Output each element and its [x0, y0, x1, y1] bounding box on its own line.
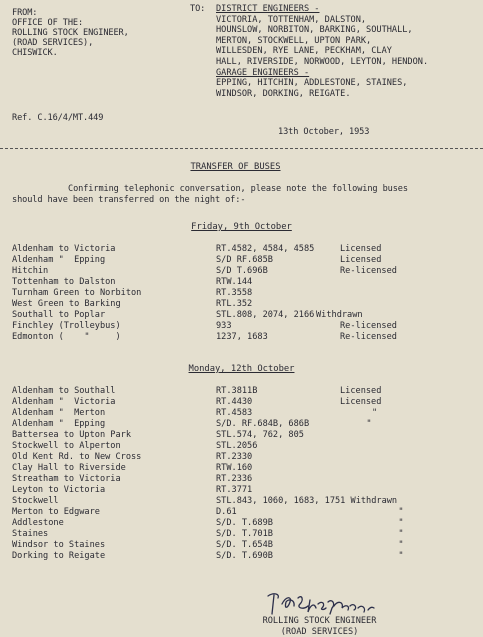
- district-line: MERTON, STOCKWELL, UPTON PARK,: [216, 35, 372, 46]
- transfer-status: Re-licensed: [340, 321, 397, 331]
- transfer-status: Re-licensed: [340, 332, 397, 342]
- transfer-vehicles: STL.2056: [216, 441, 258, 451]
- to-recipients: [216, 4, 428, 99]
- transfer-status: ": [372, 408, 378, 418]
- garage-line: EPPING, HITCHIN, ADDLESTONE, STAINES,: [216, 78, 408, 89]
- reference: Ref. C.16/4/MT.449: [12, 113, 104, 123]
- transfer-status: Re-licensed: [340, 266, 397, 276]
- transfer-route: Aldenham " Victoria: [12, 397, 116, 407]
- from-line: ROLLING STOCK ENGINEER,: [12, 28, 129, 38]
- from-line: CHISWICK.: [12, 48, 58, 58]
- transfer-route: Leyton to Victoria: [12, 485, 106, 495]
- transfer-status: Licensed: [340, 386, 382, 396]
- transfer-vehicles: RT.4583: [216, 408, 253, 418]
- intro-line: should have been transferred on the night of:-: [12, 195, 246, 205]
- transfer-route: Merton to Edgware: [12, 507, 100, 517]
- transfer-vehicles: RTW.160: [216, 463, 253, 473]
- memo-title: TRANSFER OF BUSES: [190, 162, 281, 172]
- from-line: (ROAD SERVICES),: [12, 38, 94, 48]
- transfer-route: Old Kent Rd. to New Cross: [12, 452, 142, 462]
- transfer-route: Aldenham to Southall: [12, 386, 116, 396]
- transfer-route: Aldenham to Victoria: [12, 244, 116, 254]
- transfer-vehicles: RT.2330: [216, 452, 253, 462]
- garage-heading: GARAGE ENGINEERS -: [216, 67, 310, 78]
- intro-line: Confirming telephonic conversation, please note the following buses: [68, 184, 408, 194]
- memo-date: 13th October, 1953: [278, 127, 370, 137]
- transfer-status: ": [388, 518, 404, 528]
- transfer-vehicles: STL.574, 762, 805: [216, 430, 304, 440]
- transfer-route: Turnham Green to Norbiton: [12, 288, 142, 298]
- transfer-status: ": [356, 419, 372, 429]
- transfer-vehicles: STL.843, 1060, 1683, 1751 Withdrawn: [216, 496, 398, 506]
- garage-line: WINDSOR, DORKING, REIGATE.: [216, 88, 351, 99]
- transfer-vehicles: RT.3558: [216, 288, 253, 298]
- district-heading: DISTRICT ENGINEERS -: [216, 4, 320, 14]
- transfer-vehicles: RT.2336: [216, 474, 253, 484]
- transfer-status: Licensed: [340, 244, 382, 254]
- transfer-route: Stockwell to Alperton: [12, 441, 121, 451]
- transfer-vehicles: STL.808, 2074, 2166: [216, 310, 315, 320]
- transfer-route: Edmonton ( " ): [12, 332, 121, 342]
- district-line: WILLESDEN, RYE LANE, PECKHAM, CLAY: [216, 46, 392, 57]
- district-line: HALL, RIVERSIDE, NORWOOD, LEYTON, HENDON.: [216, 56, 429, 67]
- section-heading-monday: Monday, 12th October: [188, 364, 295, 374]
- transfer-route: Clay Hall to Riverside: [12, 463, 126, 473]
- transfer-vehicles: S/D T.696B: [216, 266, 268, 276]
- transfer-vehicles: S/D. T.701B: [216, 529, 273, 539]
- signatory-subtitle: (ROAD SERVICES): [280, 627, 359, 637]
- transfer-vehicles: RT.3771: [216, 485, 253, 495]
- transfer-vehicles: RT.4582, 4584, 4585: [216, 244, 315, 254]
- transfer-vehicles: S/D. T.690B: [216, 551, 273, 561]
- transfer-route: Tottenham to Dalston: [12, 277, 116, 287]
- transfer-route: Hitchin: [12, 266, 49, 276]
- transfer-vehicles: S/D. T.689B: [216, 518, 273, 528]
- signatory-title: ROLLING STOCK ENGINEER: [262, 616, 377, 626]
- transfer-vehicles: RT.3811B: [216, 386, 258, 396]
- transfer-vehicles: S/D. RF.684B, 686B: [216, 419, 310, 429]
- transfer-status: ": [388, 551, 404, 561]
- transfer-route: Aldenham " Epping: [12, 255, 106, 265]
- district-line: HOUNSLOW, NORBITON, BARKING, SOUTHALL,: [216, 25, 413, 36]
- transfer-vehicles: RT.4430: [216, 397, 253, 407]
- handwritten-signature: [262, 590, 382, 618]
- transfer-status: Withdrawn: [316, 310, 363, 320]
- transfer-vehicles: 1237, 1683: [216, 332, 268, 342]
- transfer-status: Licensed: [340, 255, 382, 265]
- transfer-route: Aldenham " Merton: [12, 408, 106, 418]
- transfer-vehicles: 933: [216, 321, 232, 331]
- transfer-route: Battersea to Upton Park: [12, 430, 131, 440]
- from-line: OFFICE OF THE:: [12, 18, 84, 28]
- transfer-route: Dorking to Reigate: [12, 551, 106, 561]
- transfer-status: ": [388, 529, 404, 539]
- transfer-vehicles: RTL.352: [216, 299, 253, 309]
- transfer-route: Stockwell: [12, 496, 59, 506]
- transfer-vehicles: S/D. T.654B: [216, 540, 273, 550]
- from-label: FROM:: [12, 8, 38, 18]
- section-heading-friday: Friday, 9th October: [191, 222, 292, 232]
- transfer-route: Streatham to Victoria: [12, 474, 121, 484]
- to-label: TO:: [190, 4, 206, 14]
- transfer-route: Finchley (Trolleybus): [12, 321, 121, 331]
- transfer-route: Staines: [12, 529, 49, 539]
- transfer-vehicles: S/D RF.685B: [216, 255, 273, 265]
- divider-rule: [0, 148, 483, 149]
- transfer-status: Licensed: [340, 397, 382, 407]
- transfer-route: Addlestone: [12, 518, 64, 528]
- transfer-status: ": [388, 540, 404, 550]
- transfer-status: ": [388, 507, 404, 517]
- district-line: VICTORIA, TOTTENHAM, DALSTON,: [216, 14, 367, 25]
- transfer-vehicles: D.61: [216, 507, 237, 517]
- transfer-route: Southall to Poplar: [12, 310, 106, 320]
- transfer-route: West Green to Barking: [12, 299, 121, 309]
- transfer-route: Windsor to Staines: [12, 540, 106, 550]
- transfer-route: Aldenham " Epping: [12, 419, 106, 429]
- transfer-vehicles: RTW.144: [216, 277, 253, 287]
